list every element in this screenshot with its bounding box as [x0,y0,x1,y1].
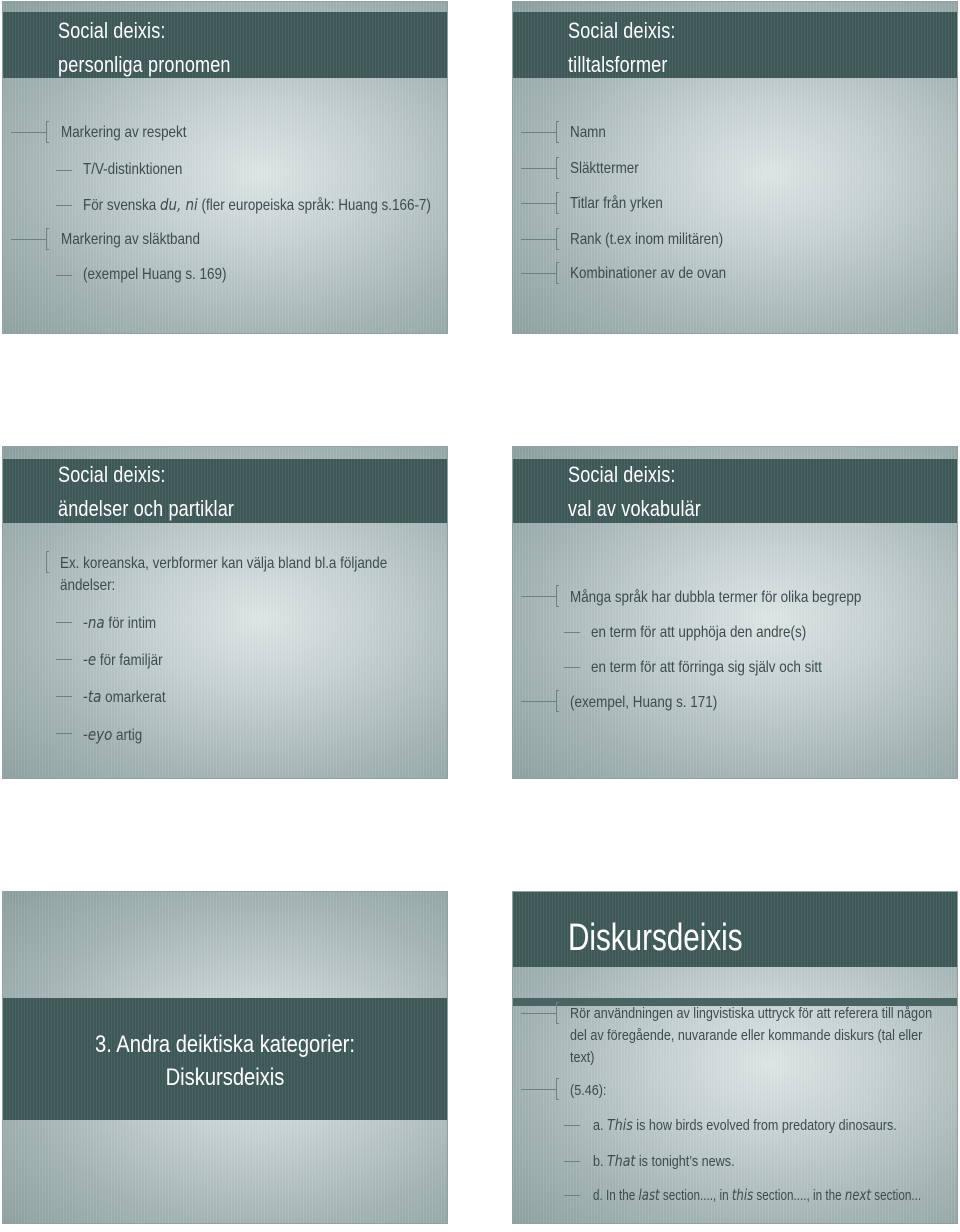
bullet-bracket [556,1078,559,1100]
title-line-2: Diskursdeixis [165,1064,285,1091]
sub-bullet-line [564,1195,580,1196]
sub-bullet-text: -e för familjär [83,650,163,669]
title-line-2: ändelser och partiklar [58,496,235,521]
bullet-text: Släkttermer [570,160,639,177]
title-line-1: Social deixis: [58,462,166,487]
bullet-line [521,273,556,274]
bullet-text: Titlar från yrken [570,195,663,212]
bullet-text: Markering av släktband [61,231,200,248]
bullet-bracket [556,157,559,179]
bullet-text: Många språk har dubbla termer för olika begrepp [570,589,862,606]
sub-bullet-line [564,1161,580,1162]
bullet-text: Rank (t.ex inom militären) [570,231,724,248]
sub-bullet-line [56,205,72,206]
title-line-2: tilltalsformer [568,52,668,77]
sub-bullet-line [564,1125,580,1126]
slide-andelser-och-partiklar [2,446,448,779]
bullet-bracket [556,262,559,284]
sub-bullet-text: (exempel Huang s. 169) [83,266,227,283]
title-line-1: Social deixis: [568,18,676,43]
sub-bullet-text: -ta omarkerat [83,687,166,706]
slide-diskursdeixis [512,891,958,1224]
slide-val-av-vokabular [512,446,958,779]
bullet-text: Rör användningen av lingvistiska uttryck för att referera till någon del av föregående, nuvarande eller kommande diskurs (tal eller text) [570,1005,933,1066]
bullet-text: Namn [570,124,606,141]
slide-title [568,14,676,82]
title-line-1: Social deixis: [568,462,676,487]
bullet-bracket [46,228,49,250]
sub-bullet-line [564,632,580,633]
example-a: a. This is how birds evolved from predatory dinosaurs. [593,1116,897,1134]
title-line-2: val av vokabulär [568,496,701,521]
bullet-text: (5.46): [570,1082,607,1099]
sub-bullet-text: -na för intim [83,613,157,632]
bullet-text: Ex. koreanska, verbformer kan välja bland bl.a följande ändelser: [60,555,388,594]
bullet-text: Kombinationer av de ovan [570,265,727,282]
bullet-text: Markering av respekt [61,124,187,141]
title-line-2: personliga pronomen [58,52,231,77]
sub-bullet-line [56,275,72,276]
bullet-bracket [556,228,559,250]
bullet-bracket [556,690,559,712]
bullet-line [11,132,46,133]
bullet-line [521,203,556,204]
sub-bullet-line [56,170,72,171]
bullet-line [521,168,556,169]
bullet-line [11,239,46,240]
slide-title: Diskursdeixis [568,917,743,959]
title-line-1: Social deixis: [58,18,166,43]
sub-bullet-line [56,696,72,697]
bullet-bracket [556,121,559,143]
sub-bullet-line [56,622,72,623]
bullet-line [521,132,556,133]
sub-bullet-text: T/V-distinktionen [83,161,183,178]
bullet-line [521,1089,556,1090]
sub-bullet-line [56,659,72,660]
example-d: d. In the last section...., in this section...., in the next section... [593,1186,922,1204]
section-title [39,1028,412,1094]
bullet-line [521,596,556,597]
slide-tilltalsformer [512,1,958,334]
slide-title [58,458,234,526]
bullet-bracket [556,192,559,214]
sub-bullet-line [56,733,72,734]
bullet-line [521,239,556,240]
bullet-bracket [556,585,559,607]
bullet-line [521,1013,556,1014]
bullet-text: (exempel, Huang s. 171) [570,694,718,711]
sub-bullet-text: en term för att förringa sig själv och sitt [591,659,822,676]
slide-title [58,14,231,82]
bullet-line [521,701,556,702]
sub-bullet-text: För svenska du, ni (fler europeiska språk: Huang s.166-7) [83,195,431,214]
bullet-bracket [556,1002,559,1024]
title-line-1: 3. Andra deiktiska kategorier: [94,1031,355,1058]
bullet-bracket [46,551,49,573]
slide-title [568,458,701,526]
slide-section-title [2,891,448,1224]
example-b: b. That is tonight’s news. [593,1152,735,1170]
sub-bullet-line [564,667,580,668]
slide-personliga-pronomen [2,1,448,334]
sub-bullet-text: en term för att upphöja den andre(s) [591,624,807,641]
bullet-bracket [46,121,49,143]
sub-bullet-text: -eyo artig [83,725,143,744]
